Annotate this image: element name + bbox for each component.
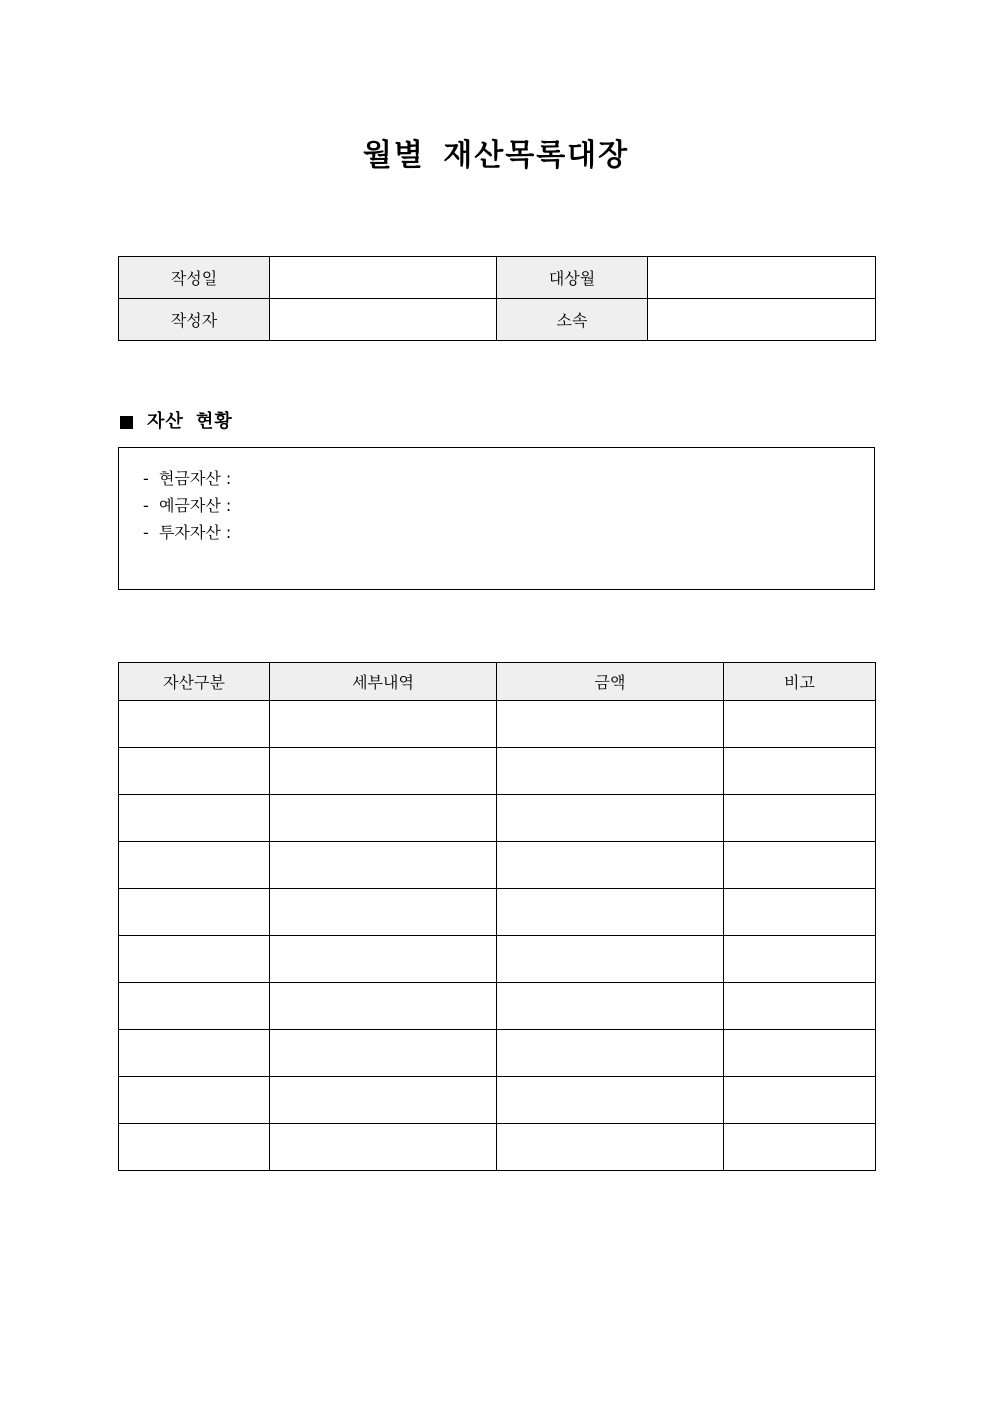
info-row-author-dept xyxy=(119,299,876,341)
asset-table xyxy=(118,662,876,1171)
amount-cell[interactable] xyxy=(497,936,724,983)
remarks-cell[interactable] xyxy=(724,795,876,842)
cash-assets-item: - 현금자산 : xyxy=(143,469,232,488)
details-cell[interactable] xyxy=(270,1030,497,1077)
asset-category-cell[interactable] xyxy=(119,1124,270,1171)
remarks-cell[interactable] xyxy=(724,748,876,795)
page-title: 월별 재산목록대장 xyxy=(362,138,630,173)
asset-status-heading-text: 자산 현황 xyxy=(147,411,233,432)
table-row xyxy=(119,842,876,889)
table-row xyxy=(119,1030,876,1077)
asset-category-cell[interactable] xyxy=(119,748,270,795)
info-table xyxy=(118,256,876,341)
target-month-label: 대상월 xyxy=(497,257,648,299)
asset-status-heading xyxy=(118,409,233,435)
remarks-cell[interactable] xyxy=(724,701,876,748)
asset-category-header: 자산구분 xyxy=(119,663,270,701)
table-row xyxy=(119,1077,876,1124)
amount-cell[interactable] xyxy=(497,1124,724,1171)
remarks-cell[interactable] xyxy=(724,842,876,889)
table-row xyxy=(119,889,876,936)
target-month-field[interactable] xyxy=(648,257,876,299)
created-date-label: 작성일 xyxy=(119,257,270,299)
department-field[interactable] xyxy=(648,299,876,341)
details-cell[interactable] xyxy=(270,936,497,983)
asset-category-cell[interactable] xyxy=(119,701,270,748)
amount-cell[interactable] xyxy=(497,748,724,795)
remarks-header: 비고 xyxy=(724,663,876,701)
investment-assets-item: - 투자자산 : xyxy=(143,523,232,542)
details-cell[interactable] xyxy=(270,748,497,795)
table-row xyxy=(119,701,876,748)
asset-category-cell[interactable] xyxy=(119,983,270,1030)
author-field[interactable] xyxy=(270,299,497,341)
details-cell[interactable] xyxy=(270,1124,497,1171)
asset-category-cell[interactable] xyxy=(119,842,270,889)
details-cell[interactable] xyxy=(270,795,497,842)
details-cell[interactable] xyxy=(270,889,497,936)
remarks-cell[interactable] xyxy=(724,889,876,936)
details-cell[interactable] xyxy=(270,983,497,1030)
author-label: 작성자 xyxy=(119,299,270,341)
details-cell[interactable] xyxy=(270,1077,497,1124)
asset-category-cell[interactable] xyxy=(119,795,270,842)
remarks-cell[interactable] xyxy=(724,1124,876,1171)
details-header: 세부내역 xyxy=(270,663,497,701)
amount-cell[interactable] xyxy=(497,701,724,748)
created-date-field[interactable] xyxy=(270,257,497,299)
amount-cell[interactable] xyxy=(497,889,724,936)
table-row xyxy=(119,983,876,1030)
department-label: 소속 xyxy=(497,299,648,341)
remarks-cell[interactable] xyxy=(724,983,876,1030)
info-row-author-date xyxy=(119,257,876,299)
asset-category-cell[interactable] xyxy=(119,936,270,983)
amount-cell[interactable] xyxy=(497,795,724,842)
asset-summary-box xyxy=(118,447,875,590)
remarks-cell[interactable] xyxy=(724,1030,876,1077)
amount-cell[interactable] xyxy=(497,1030,724,1077)
asset-category-cell[interactable] xyxy=(119,889,270,936)
details-cell[interactable] xyxy=(270,701,497,748)
amount-cell[interactable] xyxy=(497,983,724,1030)
table-row xyxy=(119,1124,876,1171)
amount-header: 금액 xyxy=(497,663,724,701)
asset-category-cell[interactable] xyxy=(119,1077,270,1124)
table-row xyxy=(119,748,876,795)
amount-cell[interactable] xyxy=(497,1077,724,1124)
asset-table-header-row xyxy=(119,663,876,701)
remarks-cell[interactable] xyxy=(724,936,876,983)
deposit-assets-item: - 예금자산 : xyxy=(143,496,232,515)
table-row xyxy=(119,795,876,842)
amount-cell[interactable] xyxy=(497,842,724,889)
details-cell[interactable] xyxy=(270,842,497,889)
remarks-cell[interactable] xyxy=(724,1077,876,1124)
asset-category-cell[interactable] xyxy=(119,1030,270,1077)
asset-summary-list xyxy=(119,448,874,546)
table-row xyxy=(119,936,876,983)
square-bullet-icon xyxy=(120,416,133,429)
